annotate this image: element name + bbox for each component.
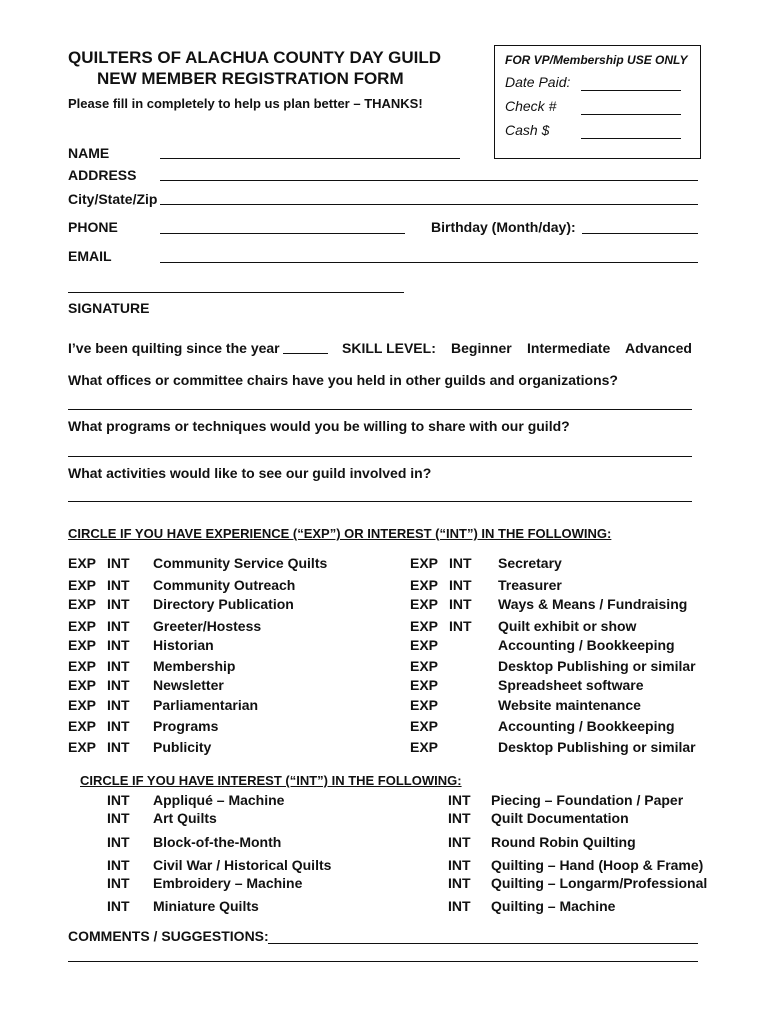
int-option[interactable]: INT — [449, 577, 472, 593]
exp-option[interactable]: EXP — [410, 697, 439, 713]
int-option[interactable]: INT — [449, 596, 472, 612]
question-activities: What activities would like to see our guild involved in? — [68, 465, 432, 481]
address-label: ADDRESS — [68, 167, 137, 183]
activity-label: Historian — [153, 637, 214, 653]
quilting-since-label: I’ve been quilting since the year — [68, 340, 280, 356]
activity-label: Accounting / Bookkeeping — [498, 718, 675, 734]
answer-activities-field[interactable] — [68, 501, 692, 502]
exp-option[interactable]: EXP — [410, 618, 439, 634]
name-field[interactable] — [160, 158, 460, 159]
check-label: Check # — [505, 98, 557, 114]
form-title-line1: QUILTERS OF ALACHUA COUNTY DAY GUILD — [68, 48, 442, 67]
interest-label: Quilting – Machine — [491, 898, 616, 914]
exp-option[interactable]: EXP — [68, 697, 97, 713]
signature-field[interactable] — [68, 292, 404, 293]
int-option[interactable]: INT — [107, 792, 130, 808]
int-option[interactable]: INT — [107, 596, 130, 612]
int-option[interactable]: INT — [107, 555, 130, 571]
office-use-box — [494, 45, 701, 159]
exp-int-heading: CIRCLE IF YOU HAVE EXPERIENCE (“EXP”) OR INTEREST (“INT”) IN THE FOLLOWING: — [68, 526, 612, 541]
int-option[interactable]: INT — [448, 834, 471, 850]
activity-label: Desktop Publishing or similar — [498, 658, 696, 674]
activity-label: Membership — [153, 658, 236, 674]
answer-programs-field[interactable] — [68, 456, 692, 457]
exp-option[interactable]: EXP — [68, 637, 97, 653]
int-option[interactable]: INT — [107, 857, 130, 873]
int-heading: CIRCLE IF YOU HAVE INTEREST (“INT”) IN THE FOLLOWING: — [80, 773, 462, 788]
int-option[interactable]: INT — [107, 697, 130, 713]
cash-field[interactable] — [581, 138, 681, 139]
activity-label: Treasurer — [498, 577, 562, 593]
activity-label: Accounting / Bookkeeping — [498, 637, 675, 653]
exp-option[interactable]: EXP — [68, 658, 97, 674]
interest-label: Block-of-the-Month — [153, 834, 282, 850]
comments-field-line2[interactable] — [68, 961, 698, 962]
interest-label: Piecing – Foundation / Paper — [491, 792, 684, 808]
int-option[interactable]: INT — [448, 875, 471, 891]
interest-label: Quilting – Longarm/Professional — [491, 875, 708, 891]
email-field[interactable] — [160, 262, 698, 263]
int-option[interactable]: INT — [448, 810, 471, 826]
activity-label: Quilt exhibit or show — [498, 618, 637, 634]
birthday-field[interactable] — [582, 233, 698, 234]
phone-field[interactable] — [160, 233, 405, 234]
int-option[interactable]: INT — [107, 810, 130, 826]
int-option[interactable]: INT — [448, 792, 471, 808]
exp-option[interactable]: EXP — [68, 739, 97, 755]
skill-beginner[interactable]: Beginner — [451, 340, 512, 356]
int-option[interactable]: INT — [449, 618, 472, 634]
exp-option[interactable]: EXP — [410, 555, 439, 571]
phone-label: PHONE — [68, 219, 118, 235]
int-option[interactable]: INT — [448, 898, 471, 914]
exp-option[interactable]: EXP — [410, 739, 439, 755]
question-offices: What offices or committee chairs have you held in other guilds and organizations? — [68, 372, 618, 388]
exp-option[interactable]: EXP — [410, 677, 439, 693]
activity-label: Publicity — [153, 739, 212, 755]
activity-label: Greeter/Hostess — [153, 618, 262, 634]
interest-label: Miniature Quilts — [153, 898, 259, 914]
comments-field-line1[interactable] — [268, 943, 698, 944]
exp-option[interactable]: EXP — [68, 555, 97, 571]
date-paid-label: Date Paid: — [505, 74, 571, 90]
exp-option[interactable]: EXP — [68, 596, 97, 612]
exp-option[interactable]: EXP — [68, 618, 97, 634]
int-option[interactable]: INT — [107, 658, 130, 674]
activity-label: Parliamentarian — [153, 697, 259, 713]
int-option[interactable]: INT — [107, 898, 130, 914]
skill-advanced[interactable]: Advanced — [625, 340, 692, 356]
activity-label: Programs — [153, 718, 219, 734]
activity-label: Spreadsheet software — [498, 677, 644, 693]
exp-option[interactable]: EXP — [68, 677, 97, 693]
activity-label: Website maintenance — [498, 697, 641, 713]
activity-label: Newsletter — [153, 677, 224, 693]
int-option[interactable]: INT — [448, 857, 471, 873]
activity-label: Secretary — [498, 555, 562, 571]
activity-label: Directory Publication — [153, 596, 294, 612]
int-option[interactable]: INT — [107, 637, 130, 653]
address-field[interactable] — [160, 180, 698, 181]
cash-label: Cash $ — [505, 122, 550, 138]
exp-option[interactable]: EXP — [68, 718, 97, 734]
exp-option[interactable]: EXP — [410, 637, 439, 653]
int-option[interactable]: INT — [107, 739, 130, 755]
interest-label: Embroidery – Machine — [153, 875, 303, 891]
city-field[interactable] — [160, 204, 698, 205]
date-paid-field[interactable] — [581, 90, 681, 91]
activity-label: Ways & Means / Fundraising — [498, 596, 688, 612]
form-subtitle: Please fill in completely to help us plan better – THANKS! — [68, 96, 423, 111]
int-option[interactable]: INT — [107, 834, 130, 850]
birthday-label: Birthday (Month/day): — [431, 219, 576, 235]
exp-option[interactable]: EXP — [410, 658, 439, 674]
exp-option[interactable]: EXP — [410, 577, 439, 593]
office-use-heading: FOR VP/Membership USE ONLY — [505, 53, 688, 67]
interest-label: Round Robin Quilting — [491, 834, 636, 850]
activity-label: Community Service Quilts — [153, 555, 328, 571]
answer-offices-field[interactable] — [68, 409, 692, 410]
email-label: EMAIL — [68, 248, 112, 264]
comments-label: COMMENTS / SUGGESTIONS: — [68, 928, 269, 944]
quilting-since-field[interactable] — [283, 353, 328, 354]
exp-option[interactable]: EXP — [68, 577, 97, 593]
exp-option[interactable]: EXP — [410, 718, 439, 734]
interest-label: Appliqué – Machine — [153, 792, 285, 808]
int-option[interactable]: INT — [107, 577, 130, 593]
signature-label: SIGNATURE — [68, 300, 150, 316]
int-option[interactable]: INT — [449, 555, 472, 571]
exp-option[interactable]: EXP — [410, 596, 439, 612]
check-field[interactable] — [581, 114, 681, 115]
city-label: City/State/Zip — [68, 191, 158, 207]
question-programs: What programs or techniques would you be willing to share with our guild? — [68, 418, 570, 434]
int-option[interactable]: INT — [107, 677, 130, 693]
interest-label: Civil War / Historical Quilts — [153, 857, 332, 873]
activity-label: Community Outreach — [153, 577, 296, 593]
form-title-line2: NEW MEMBER REGISTRATION FORM — [97, 69, 404, 88]
int-option[interactable]: INT — [107, 618, 130, 634]
interest-label: Art Quilts — [153, 810, 217, 826]
interest-label: Quilt Documentation — [491, 810, 629, 826]
skill-intermediate[interactable]: Intermediate — [527, 340, 611, 356]
int-option[interactable]: INT — [107, 875, 130, 891]
int-option[interactable]: INT — [107, 718, 130, 734]
name-label: NAME — [68, 145, 110, 161]
skill-level-label: SKILL LEVEL: — [342, 340, 436, 356]
activity-label: Desktop Publishing or similar — [498, 739, 696, 755]
interest-label: Quilting – Hand (Hoop & Frame) — [491, 857, 704, 873]
